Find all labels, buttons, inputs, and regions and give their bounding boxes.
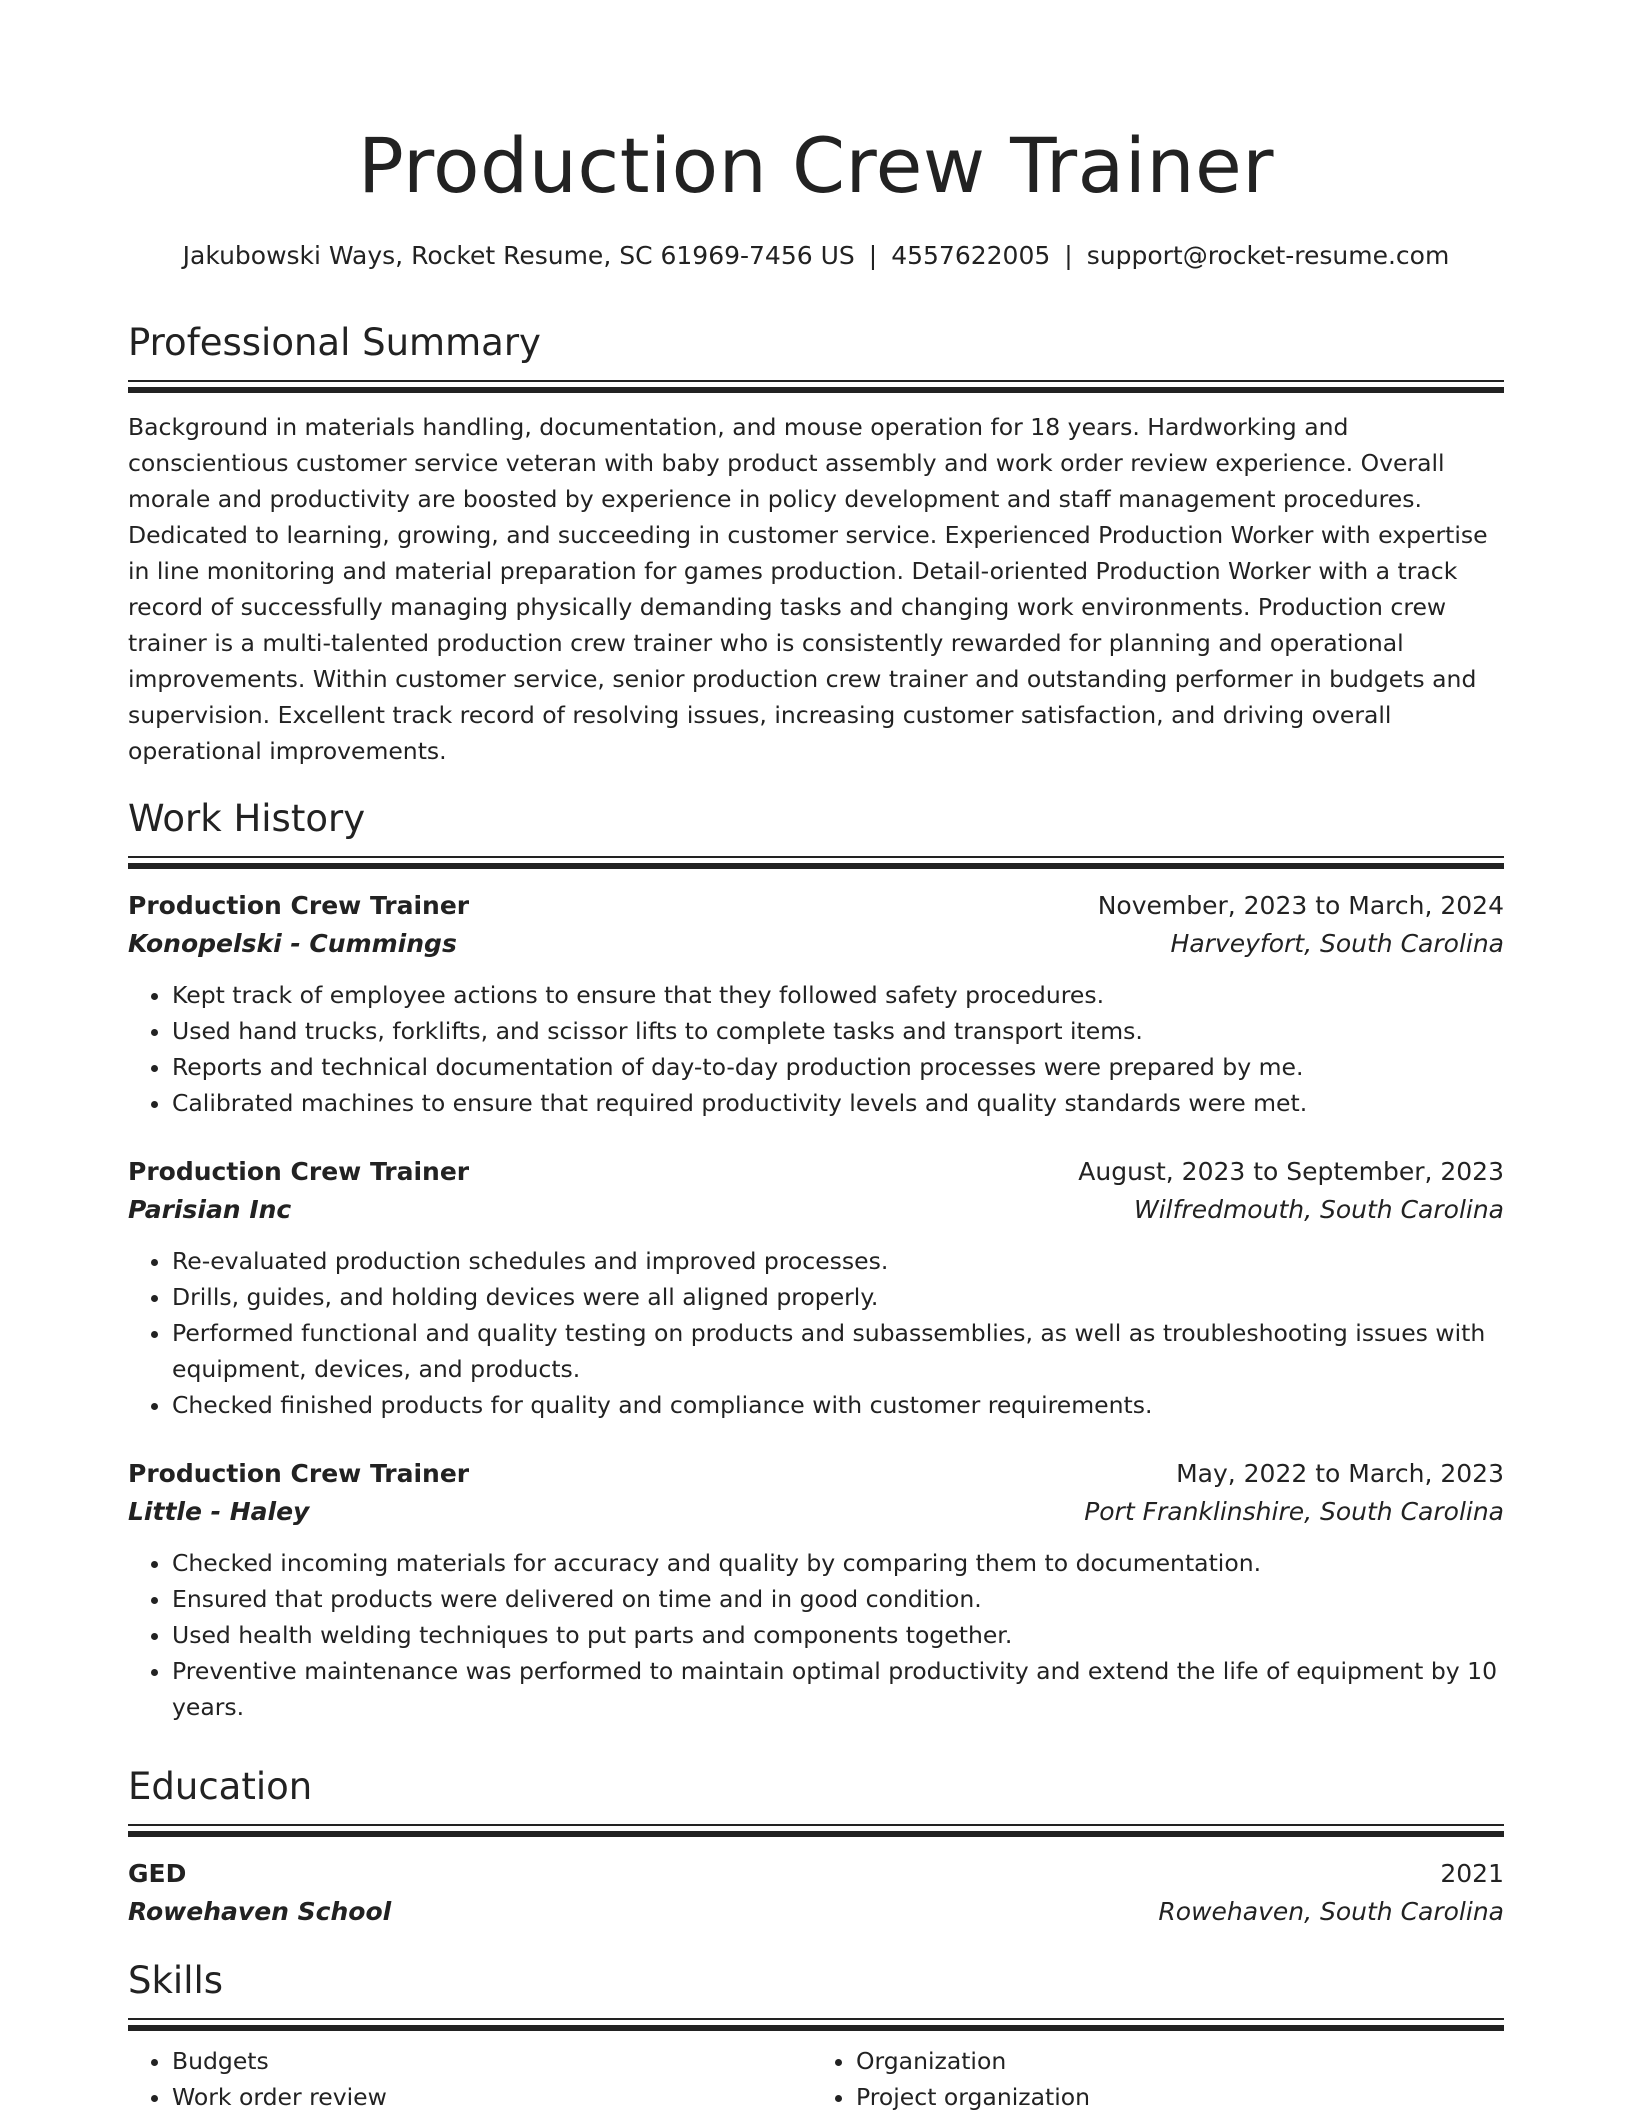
education-location: Rowehaven, South Carolina (1158, 1897, 1504, 1926)
list-item: • Checked incoming materials for accuracy and quality by comparing them to documentation. (172, 1545, 1504, 1581)
section-title: Education (128, 1765, 313, 1808)
education-degree: GED (128, 1859, 187, 1888)
section-rule (128, 1824, 1504, 1837)
list-item: • Budgets (172, 2043, 806, 2079)
list-item: • Project organization (856, 2079, 1490, 2115)
education-year: 2021 (1440, 1859, 1504, 1888)
job-dates: May, 2022 to March, 2023 (1176, 1459, 1504, 1488)
section-summary (128, 318, 1504, 769)
skills-columns (128, 2043, 1504, 2115)
job-location: Wilfredmouth, South Carolina (1134, 1195, 1504, 1224)
job-bullets (128, 1545, 1504, 1725)
job-bullets (128, 977, 1504, 1121)
job-title: Production Crew Trainer (128, 891, 470, 920)
list-item: • Used health welding techniques to put parts and components together. (172, 1617, 1504, 1653)
list-item: • Organization (856, 2043, 1490, 2079)
section-rule (128, 380, 1504, 393)
job-dates: November, 2023 to March, 2024 (1097, 891, 1504, 920)
list-item: • Work order review (172, 2079, 806, 2115)
section-title: Skills (128, 1959, 224, 2002)
job-entry (128, 887, 1504, 1121)
job-company: Parisian Inc (128, 1195, 292, 1224)
contact-separator: | (1064, 241, 1073, 270)
job-location: Harveyfort, South Carolina (1170, 929, 1504, 958)
education-school: Rowehaven School (128, 1897, 392, 1926)
section-skills (128, 1956, 1504, 2115)
page-title: Production Crew Trainer (357, 121, 1275, 210)
list-item: • Drills, guides, and holding devices were all aligned properly. (172, 1279, 1504, 1315)
skills-list-right (806, 2043, 1490, 2115)
job-location: Port Franklinshire, South Carolina (1084, 1497, 1504, 1526)
job-company: Konopelski - Cummings (128, 929, 457, 958)
job-entry (128, 1153, 1504, 1423)
contact-email: support@rocket-resume.com (1086, 241, 1450, 270)
section-title: Work History (128, 797, 366, 840)
job-company: Little - Haley (128, 1497, 310, 1526)
section-title: Professional Summary (128, 321, 541, 364)
list-item: • Ensured that products were delivered on time and in good condition. (172, 1581, 1504, 1617)
contact-line (128, 238, 1504, 274)
list-item: • Performed functional and quality testing on products and subassemblies, as well as troubleshooting issues with equipment, devices, and products. (172, 1315, 1504, 1387)
list-item: • Re-evaluated production schedules and improved processes. (172, 1243, 1504, 1279)
list-item: • Preventive maintenance was performed to maintain optimal productivity and extend the life of equipment by 10 years. (172, 1653, 1504, 1725)
job-bullets (128, 1243, 1504, 1423)
list-item: • Used hand trucks, forklifts, and scissor lifts to complete tasks and transport items. (172, 1013, 1504, 1049)
section-work-history (128, 794, 1504, 1725)
job-dates: August, 2023 to September, 2023 (1078, 1157, 1504, 1186)
section-rule (128, 2018, 1504, 2031)
summary-text: Background in materials handling, documentation, and mouse operation for 18 years. Hardworking and conscientious customer service veteran with baby product assembly and work order review experience. Overall morale and productivity are boosted by experience in policy development and staff management procedures. Dedicated to learning, growing, and succeeding in customer service. Experienced Production Worker with expertise in line monitoring and material preparation for games production. Detail-oriented Production Worker with a track record of successfully managing physically demanding tasks and changing work environments. Production crew trainer is a multi-talented production crew trainer who is consistently rewarded for planning and operational improvements. Within customer service, senior production crew trainer and outstanding performer in budgets and supervision. Excellent track record of resolving issues, increasing customer satisfaction, and driving overall operational improvements. (128, 413, 1488, 765)
list-item: • Checked finished products for quality and compliance with customer requirements. (172, 1387, 1504, 1423)
list-item: • Reports and technical documentation of day-to-day production processes were prepared by me. (172, 1049, 1504, 1085)
contact-phone: 4557622005 (891, 241, 1051, 270)
job-title: Production Crew Trainer (128, 1157, 470, 1186)
education-entry (128, 1855, 1504, 1931)
list-item: • Kept track of employee actions to ensure that they followed safety procedures. (172, 977, 1504, 1013)
job-entry (128, 1455, 1504, 1725)
section-rule (128, 856, 1504, 869)
list-item: • Calibrated machines to ensure that required productivity levels and quality standards were met. (172, 1085, 1504, 1121)
skills-list-left (128, 2043, 806, 2115)
contact-separator: | (868, 241, 878, 270)
job-title: Production Crew Trainer (128, 1459, 470, 1488)
section-education (128, 1762, 1504, 1931)
contact-address: Jakubowski Ways, Rocket Resume, SC 61969-7456 US (182, 241, 855, 270)
